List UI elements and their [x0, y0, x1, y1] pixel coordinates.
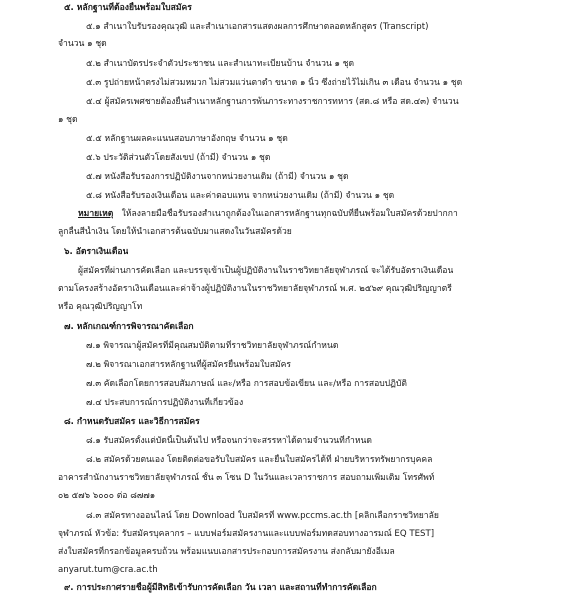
section-6-line-3: หรือ คุณวุฒิปริญญาโท — [58, 302, 143, 312]
item-8-3-line-2: จุฬาภรณ์ หัวข้อ: รับสมัครบุคลากร – แบบฟอร์มสมัครงานและแบบฟอร์มทดสอบทางอารมณ์ EQ TEST] — [58, 529, 435, 539]
item-8-1: ๘.๑ รับสมัครตั้งแต่บัดนี้เป็นต้นไป หรือจนกว่าจะสรรหาได้ตามจำนวนที่กำหนด — [86, 436, 372, 446]
section-6-line-2: ตามโครงสร้างอัตราเงินเดือนและค่าจ้างผู้ปฏิบัติงานในราชวิทยาลัยจุฬาภรณ์ พ.ศ. ๒๕๖๙ คุณวุฒิปริญญาตรี — [58, 284, 452, 294]
section-8-heading: ๘. กำหนดรับสมัคร และวิธีการสมัคร — [64, 417, 200, 427]
item-5-8: ๕.๘ หนังสือรับรองเงินเดือน และค่าตอบแทน จากหน่วยงานเดิม (ถ้ามี) จำนวน ๑ ชุด — [86, 191, 395, 201]
item-8-3-line-1: ๘.๓ สมัครทางออนไลน์ โดย Download ใบสมัครที่ www.pccms.ac.th [คลิกเลือกราชวิทยาลัย — [86, 511, 439, 521]
section-6-heading: ๖. อัตราเงินเดือน — [64, 247, 129, 257]
item-7-3: ๗.๓ คัดเลือกโดยการสอบสัมภาษณ์ และ/หรือ การสอบข้อเขียน และ/หรือ การสอบปฏิบัติ — [86, 379, 407, 389]
item-7-1: ๗.๑ พิจารณาผู้สมัครที่มีคุณสมบัติตามที่ราชวิทยาลัยจุฬาภรณ์กำหนด — [86, 341, 339, 351]
item-7-2: ๗.๒ พิจารณาเอกสารหลักฐานที่ผู้สมัครยื่นพร้อมใบสมัคร — [86, 360, 292, 370]
item-8-3-line-3: ส่งใบสมัครที่กรอกข้อมูลครบถ้วน พร้อมแนบเอกสารประกอบการสมัครงาน ส่งกลับมายังอีเมล — [58, 547, 395, 557]
item-8-2-line-1: ๘.๒ สมัครด้วยตนเอง โดยติดต่อขอรับใบสมัคร และยื่นใบสมัครได้ที่ ฝ่ายบริหารทรัพยากรบุคคล — [86, 455, 433, 465]
note-text: ให้ลงลายมือชื่อรับรองสำเนาถูกต้องในเอกสารหลักฐานทุกฉบับที่ยื่นพร้อมใบสมัครด้วยปากกา — [121, 209, 458, 219]
section-7-heading: ๗. หลักเกณฑ์การพิจารณาคัดเลือก — [64, 322, 194, 332]
item-8-3-email: anyarut.tum@cra.ac.th — [58, 565, 158, 575]
item-5-7: ๕.๗ หนังสือรับรองการปฏิบัติงานจากหน่วยงานเดิม (ถ้ามี) จำนวน ๑ ชุด — [86, 172, 349, 182]
item-5-4-line-2: ๑ ชุด — [58, 115, 78, 125]
item-5-2: ๕.๒ สำเนาบัตรประจำตัวประชาชน และสำเนาทะเบียนบ้าน จำนวน ๑ ชุด — [86, 59, 355, 69]
note-label: หมายเหตุ — [78, 209, 114, 219]
item-5-5: ๕.๕ หลักฐานผลคะแนนสอบภาษาอังกฤษ จำนวน ๑ ชุด — [86, 134, 288, 144]
section-9-heading: ๙. การประกาศรายชื่อผู้มีสิทธิเข้ารับการคัดเลือก วัน เวลา และสถานที่ทำการคัดเลือก — [64, 583, 377, 593]
section-6-line-1: ผู้สมัครที่ผ่านการคัดเลือก และบรรจุเข้าเป็นผู้ปฏิบัติงานในราชวิทยาลัยจุฬาภรณ์ จะได้รับอัตราเงินเดือน — [78, 266, 454, 276]
item-5-1-line-1: ๕.๑ สำเนาใบรับรองคุณวุฒิ และสำเนาเอกสารแสดงผลการศึกษาตลอดหลักสูตร (Transcript) — [86, 22, 429, 32]
item-5-1-line-2: จำนวน ๑ ชุด — [58, 39, 107, 49]
item-5-4-line-1: ๕.๔ ผู้สมัครเพศชายต้องยื่นสำเนาหลักฐานการพ้นภาระทางราชการทหาร (สด.๘ หรือ สด.๔๓) จำนวน — [86, 97, 459, 107]
note-line-1 — [78, 208, 458, 221]
note-line-2: ลูกลื่นสีน้ำเงิน โดยให้นำเอกสารต้นฉบับมาแสดงในวันสมัครด้วย — [58, 227, 292, 237]
item-5-3: ๕.๓ รูปถ่ายหน้าตรงไม่สวมหมวก ไม่สวมแว่นตาดำ ขนาด ๑ นิ้ว ซึ่งถ่ายไว้ไม่เกิน ๓ เดือน จำนวน ๑ ชุด — [86, 78, 463, 88]
item-8-2-line-2: อาคารสำนักงานราชวิทยาลัยจุฬาภรณ์ ชั้น ๓ โซน D ในวันและเวลาราชการ สอบถามเพิ่มเติม โทรศัพท์ — [58, 473, 435, 483]
item-8-2-line-3: ๐๒ ๕๗๖ ๖๐๐๐ ต่อ ๘๗๗๑ — [58, 491, 156, 501]
section-5-heading: ๕. หลักฐานที่ต้องยื่นพร้อมใบสมัคร — [64, 3, 192, 13]
item-7-4: ๗.๔ ประสบการณ์การปฏิบัติงานที่เกี่ยวข้อง — [86, 398, 244, 408]
item-5-6: ๕.๖ ประวัติส่วนตัวโดยสังเขป (ถ้ามี) จำนวน ๑ ชุด — [86, 153, 271, 163]
